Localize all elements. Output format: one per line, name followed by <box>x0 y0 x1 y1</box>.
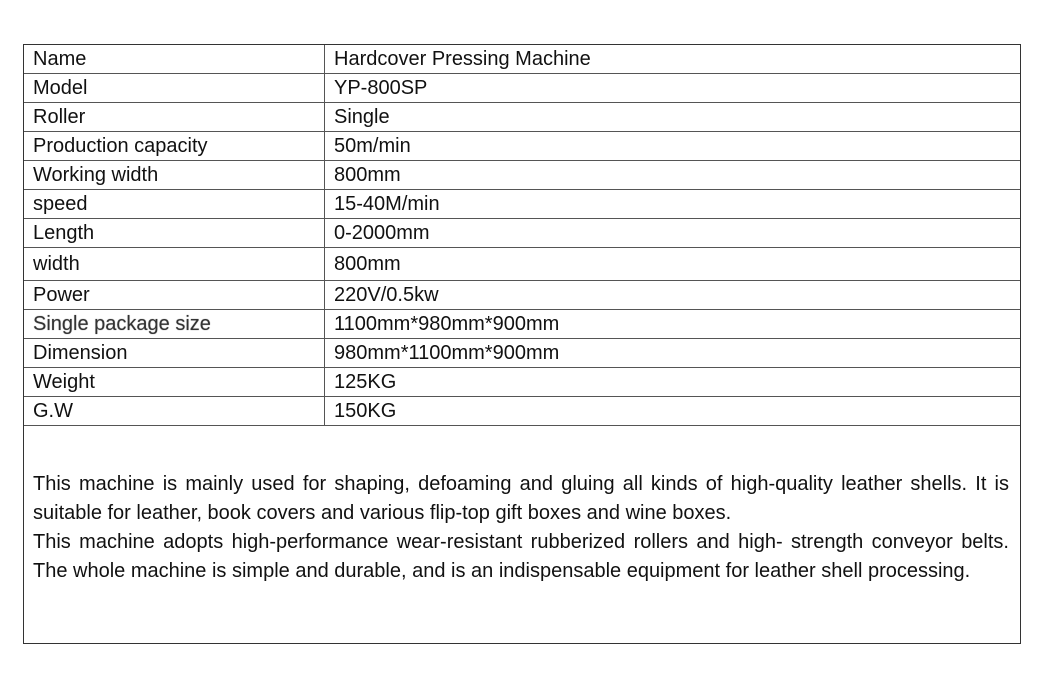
spec-row-weight <box>24 368 1020 397</box>
spec-label: width <box>24 248 325 281</box>
spec-label: Roller <box>24 103 325 132</box>
spec-value: 150KG <box>325 397 1021 426</box>
spec-value: 125KG <box>325 368 1021 397</box>
spec-row-package-size <box>24 310 1020 339</box>
description-paragraph: This machine is mainly used for shaping, defoaming and gluing all kinds of high-quality leather shells. It is suitable for leather, book covers and various flip-top gift boxes and wine boxes. <box>33 473 1009 524</box>
spec-value: 0-2000mm <box>325 219 1021 248</box>
spec-value: 800mm <box>325 248 1021 281</box>
spec-value: 50m/min <box>325 132 1021 161</box>
spec-label: G.W <box>24 397 325 426</box>
spec-row-roller <box>24 103 1020 132</box>
spec-sheet <box>23 44 1021 644</box>
spec-row-production-capacity <box>24 132 1020 161</box>
spec-label: Single package size <box>24 310 325 339</box>
spec-value: 220V/0.5kw <box>325 281 1021 310</box>
spec-label: Production capacity <box>24 132 325 161</box>
spec-label: speed <box>24 190 325 219</box>
spec-value: YP-800SP <box>325 74 1021 103</box>
spec-value: 980mm*1100mm*900mm <box>325 339 1021 368</box>
spec-row-speed <box>24 190 1020 219</box>
spec-label: Dimension <box>24 339 325 368</box>
spec-table <box>24 45 1020 426</box>
description-block <box>33 470 1009 586</box>
spec-row-model <box>24 74 1020 103</box>
spec-value: Hardcover Pressing Machine <box>325 45 1021 74</box>
spec-label: Model <box>24 74 325 103</box>
spec-row-width <box>24 248 1020 281</box>
spec-value: 15-40M/min <box>325 190 1021 219</box>
spec-label: Name <box>24 45 325 74</box>
spec-value: Single <box>325 103 1021 132</box>
spec-label: Power <box>24 281 325 310</box>
spec-row-working-width <box>24 161 1020 190</box>
spec-label: Weight <box>24 368 325 397</box>
spec-row-name <box>24 45 1020 74</box>
spec-value: 1100mm*980mm*900mm <box>325 310 1021 339</box>
spec-label: Working width <box>24 161 325 190</box>
spec-row-power <box>24 281 1020 310</box>
description-paragraph: This machine adopts high-performance wear-resistant rubberized rollers and high- strength conveyor belts. The whole machine is simple and durable, and is an indispensable equipment for leather shell processing. <box>33 531 1009 582</box>
spec-label: Length <box>24 219 325 248</box>
spec-row-length <box>24 219 1020 248</box>
spec-value: 800mm <box>325 161 1021 190</box>
spec-row-dimension <box>24 339 1020 368</box>
spec-row-gross-weight <box>24 397 1020 426</box>
